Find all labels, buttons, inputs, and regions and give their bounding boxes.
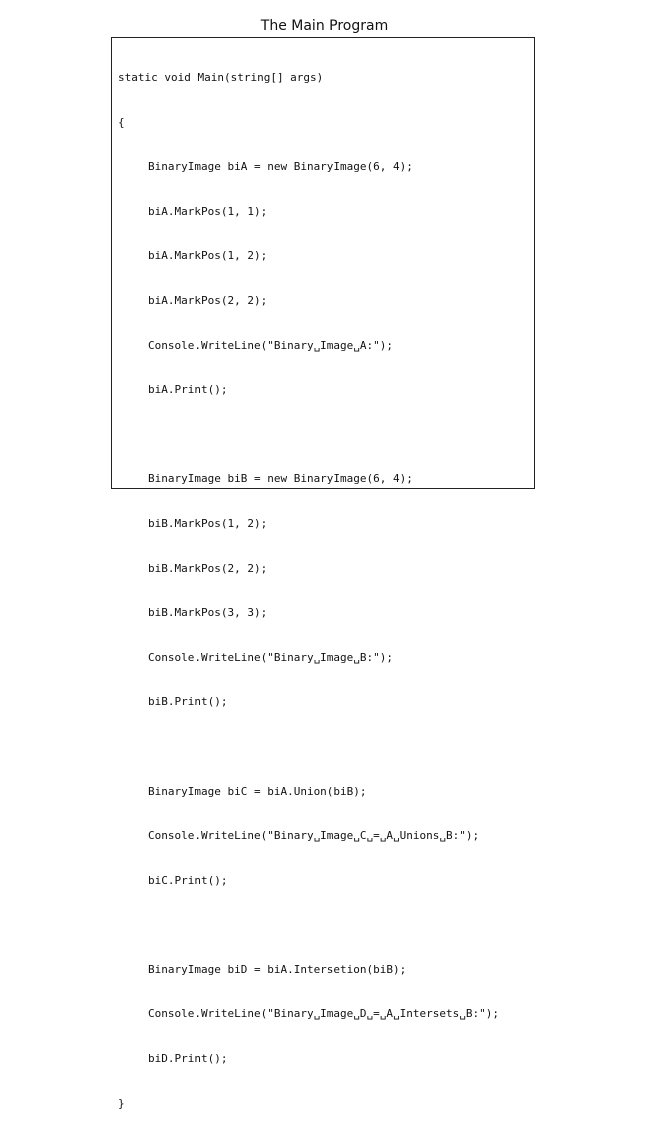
code-line: biA.MarkPos(1, 1);	[148, 204, 268, 218]
code-listing-box	[111, 37, 535, 1110]
code-line: BinaryImage biA = new BinaryImage(6, 4);	[148, 160, 413, 174]
code-line: Console.WriteLine("Binary␣Image␣D␣=␣A␣Intersets␣B:");	[148, 1007, 499, 1021]
code-line: biB.MarkPos(3, 3);	[148, 606, 268, 620]
code-line: Console.WriteLine("Binary␣Image␣C␣=␣A␣Unions␣B:");	[148, 829, 480, 843]
code-line: BinaryImage biC = biA.Union(biB);	[148, 784, 367, 798]
code-line: BinaryImage biB = new BinaryImage(6, 4);	[148, 472, 413, 486]
code-line: biA.Print();	[148, 383, 228, 397]
code-line: static void Main(string[] args)	[118, 71, 324, 84]
code-line: biC.Print();	[148, 873, 228, 887]
code-line: Console.WriteLine("Binary␣Image␣B:");	[148, 650, 394, 664]
code-listing	[118, 43, 499, 1139]
code-line: Console.WriteLine("Binary␣Image␣A:");	[148, 338, 394, 352]
code-line: BinaryImage biD = biA.Intersetion(biB);	[148, 962, 407, 976]
code-line: biA.MarkPos(2, 2);	[148, 293, 268, 307]
code-line-blank	[118, 916, 499, 935]
code-line: biD.Print();	[148, 1052, 228, 1066]
code-line-blank	[118, 426, 499, 445]
code-line: biB.Print();	[148, 695, 228, 709]
code-line: biA.MarkPos(1, 2);	[148, 249, 268, 263]
listing-caption: The Main Program	[260, 18, 389, 34]
code-line: biB.MarkPos(1, 2);	[148, 516, 268, 530]
code-line: }	[118, 1096, 125, 1110]
code-line: biB.MarkPos(2, 2);	[148, 561, 268, 575]
code-line: {	[118, 115, 125, 129]
code-line-blank	[118, 738, 499, 757]
